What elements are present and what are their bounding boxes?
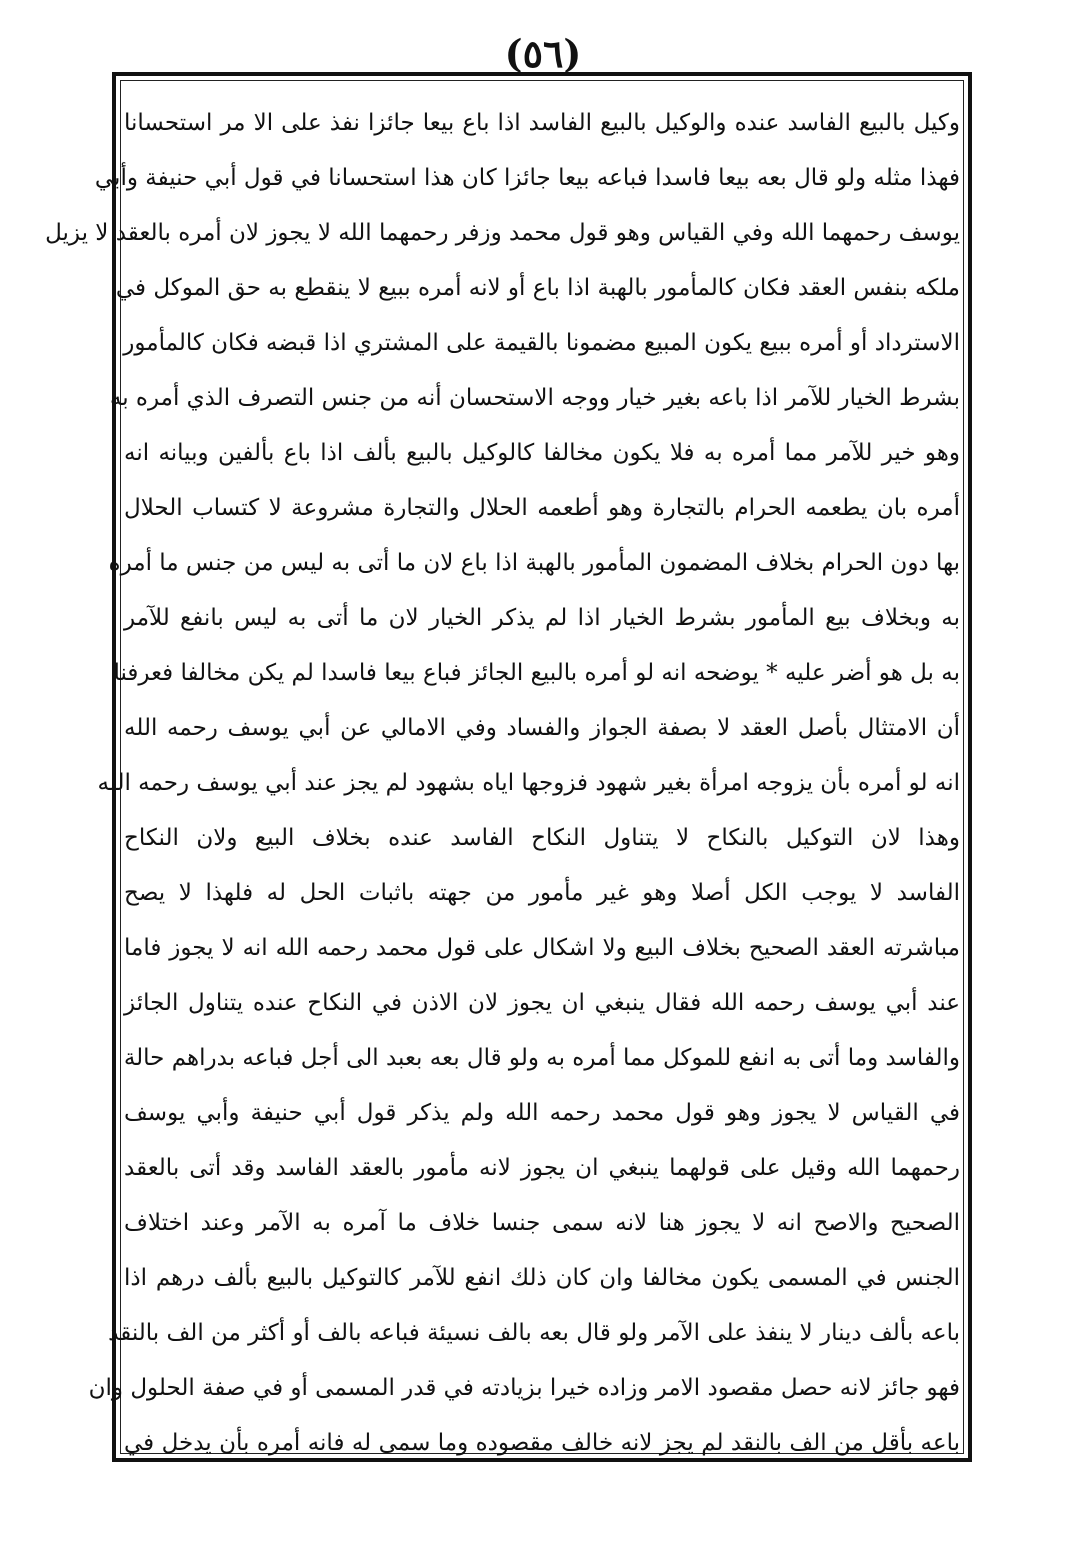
text-line: فهذا مثله ولو قال بعه بيعا فاسدا فباعه بيعا جائزا كان هذا استحسانا في قول أبي حنيفة وأبي	[94, 165, 960, 191]
text-line: فهو جائز لانه حصل مقصود الامر وزاده خيرا بزيادته في قدر المسمى أو في صفة الحلول وان	[88, 1375, 960, 1401]
text-line: وهو خير للآمر مما أمره به فلا يكون مخالفا كالوكيل بالبيع بألف اذا باع بألفين وبيانه انه	[124, 440, 960, 466]
text-line: انه لو أمره بأن يزوجه امرأة بغير شهود فزوجها اياه بشهود لم يجز عند أبي يوسف رحمه الله	[97, 770, 960, 796]
text-line: ملكه بنفس العقد فكان كالمأمور بالهبة اذا باع أو لانه أمره ببيع لا ينقطع به حق الموكل في	[115, 275, 960, 301]
text-line: وكيل بالبيع الفاسد عنده والوكيل بالبيع الفاسد اذا باع بيعا جائزا نفذ على الا مر استحسانا	[124, 110, 960, 136]
text-line: الفاسد لا يوجب الكل أصلا وهو غير مأمور من جهته باثبات الحل له فلهذا لا يصح	[124, 880, 960, 906]
text-line: عند أبي يوسف رحمه الله فقال ينبغي ان يجوز لان الاذن في النكاح عنده يتناول الجائز	[124, 990, 960, 1016]
text-line: باعه بأقل من الف بالنقد لم يجز لانه خالف مقصوده وما سمى له فانه أمره بأن يدخل في	[124, 1430, 960, 1456]
text-line: أمره بان يطعمه الحرام بالتجارة وهو أطعمه الحلال والتجارة مشروعة لا كتساب الحلال	[124, 495, 960, 521]
text-line: الجنس في المسمى يكون مخالفا وان كان ذلك انفع للآمر كالتوكيل بالبيع بألف درهم اذا	[124, 1265, 960, 1291]
text-line: مباشرته العقد الصحيح بخلاف البيع ولا اشكال على قول محمد رحمه الله انه لا يجوز فاما	[124, 935, 960, 961]
text-line: وهذا لان التوكيل بالنكاح لا يتناول النكاح الفاسد عنده بخلاف البيع ولان النكاح	[124, 825, 960, 851]
body-text	[45, 96, 960, 1456]
text-line: الصحيح والاصح انه لا يجوز هنا لانه سمى جنسا خلاف ما آمره به الآمر وعند اختلاف	[124, 1210, 960, 1236]
text-line: به بل هو أضر عليه * يوضحه انه لو أمره بالبيع الجائز فباع بيعا فاسدا لم يكن مخالفا فعرفنا	[113, 660, 960, 686]
text-line: باعه بألف دينار لا ينفذ على الآمر ولو قال بعه بالف نسيئة فباعه بالف أو أكثر من الف بالنقد	[108, 1320, 960, 1346]
text-line: رحمهما الله وقيل على قولهما ينبغي ان يجوز لانه مأمور بالعقد الفاسد وقد أتى بالعقد	[124, 1155, 960, 1181]
text-line: به وبخلاف بيع المأمور بشرط الخيار اذا لم يذكر الخيار لان ما أتى به ليس بانفع للآمر	[124, 605, 960, 631]
text-line: والفاسد وما أتى به انفع للموكل مما أمره به ولو قال بعه بعبد الى أجل فباعه بدراهم حالة	[123, 1045, 960, 1071]
text-line: بها دون الحرام بخلاف المضمون المأمور بالهبة اذا باع لان ما أتى به ليس من جنس ما أمره	[108, 550, 960, 576]
page-number: (٥٦)	[504, 31, 582, 76]
text-line: في القياس لا يجوز وهو قول محمد رحمه الله ولم يذكر قول أبي حنيفة وأبي يوسف	[124, 1100, 960, 1126]
text-line: الاسترداد أو أمره ببيع يكون المبيع مضمونا بالقيمة على المشتري اذا قبضه فكان كالمأمور	[123, 330, 960, 356]
text-line: بشرط الخيار للآمر اذا باعه بغير خيار ووجه الاستحسان أنه من جنس التصرف الذي أمره به	[109, 385, 960, 411]
text-line: يوسف رحمهما الله وفي القياس وهو قول محمد وزفر رحمهما الله لا يجوز لان أمره بالعقد لا يزيل	[45, 220, 960, 246]
text-line: أن الامتثال بأصل العقد لا بصفة الجواز والفساد وفي الامالي عن أبي يوسف رحمه الله	[124, 715, 960, 741]
